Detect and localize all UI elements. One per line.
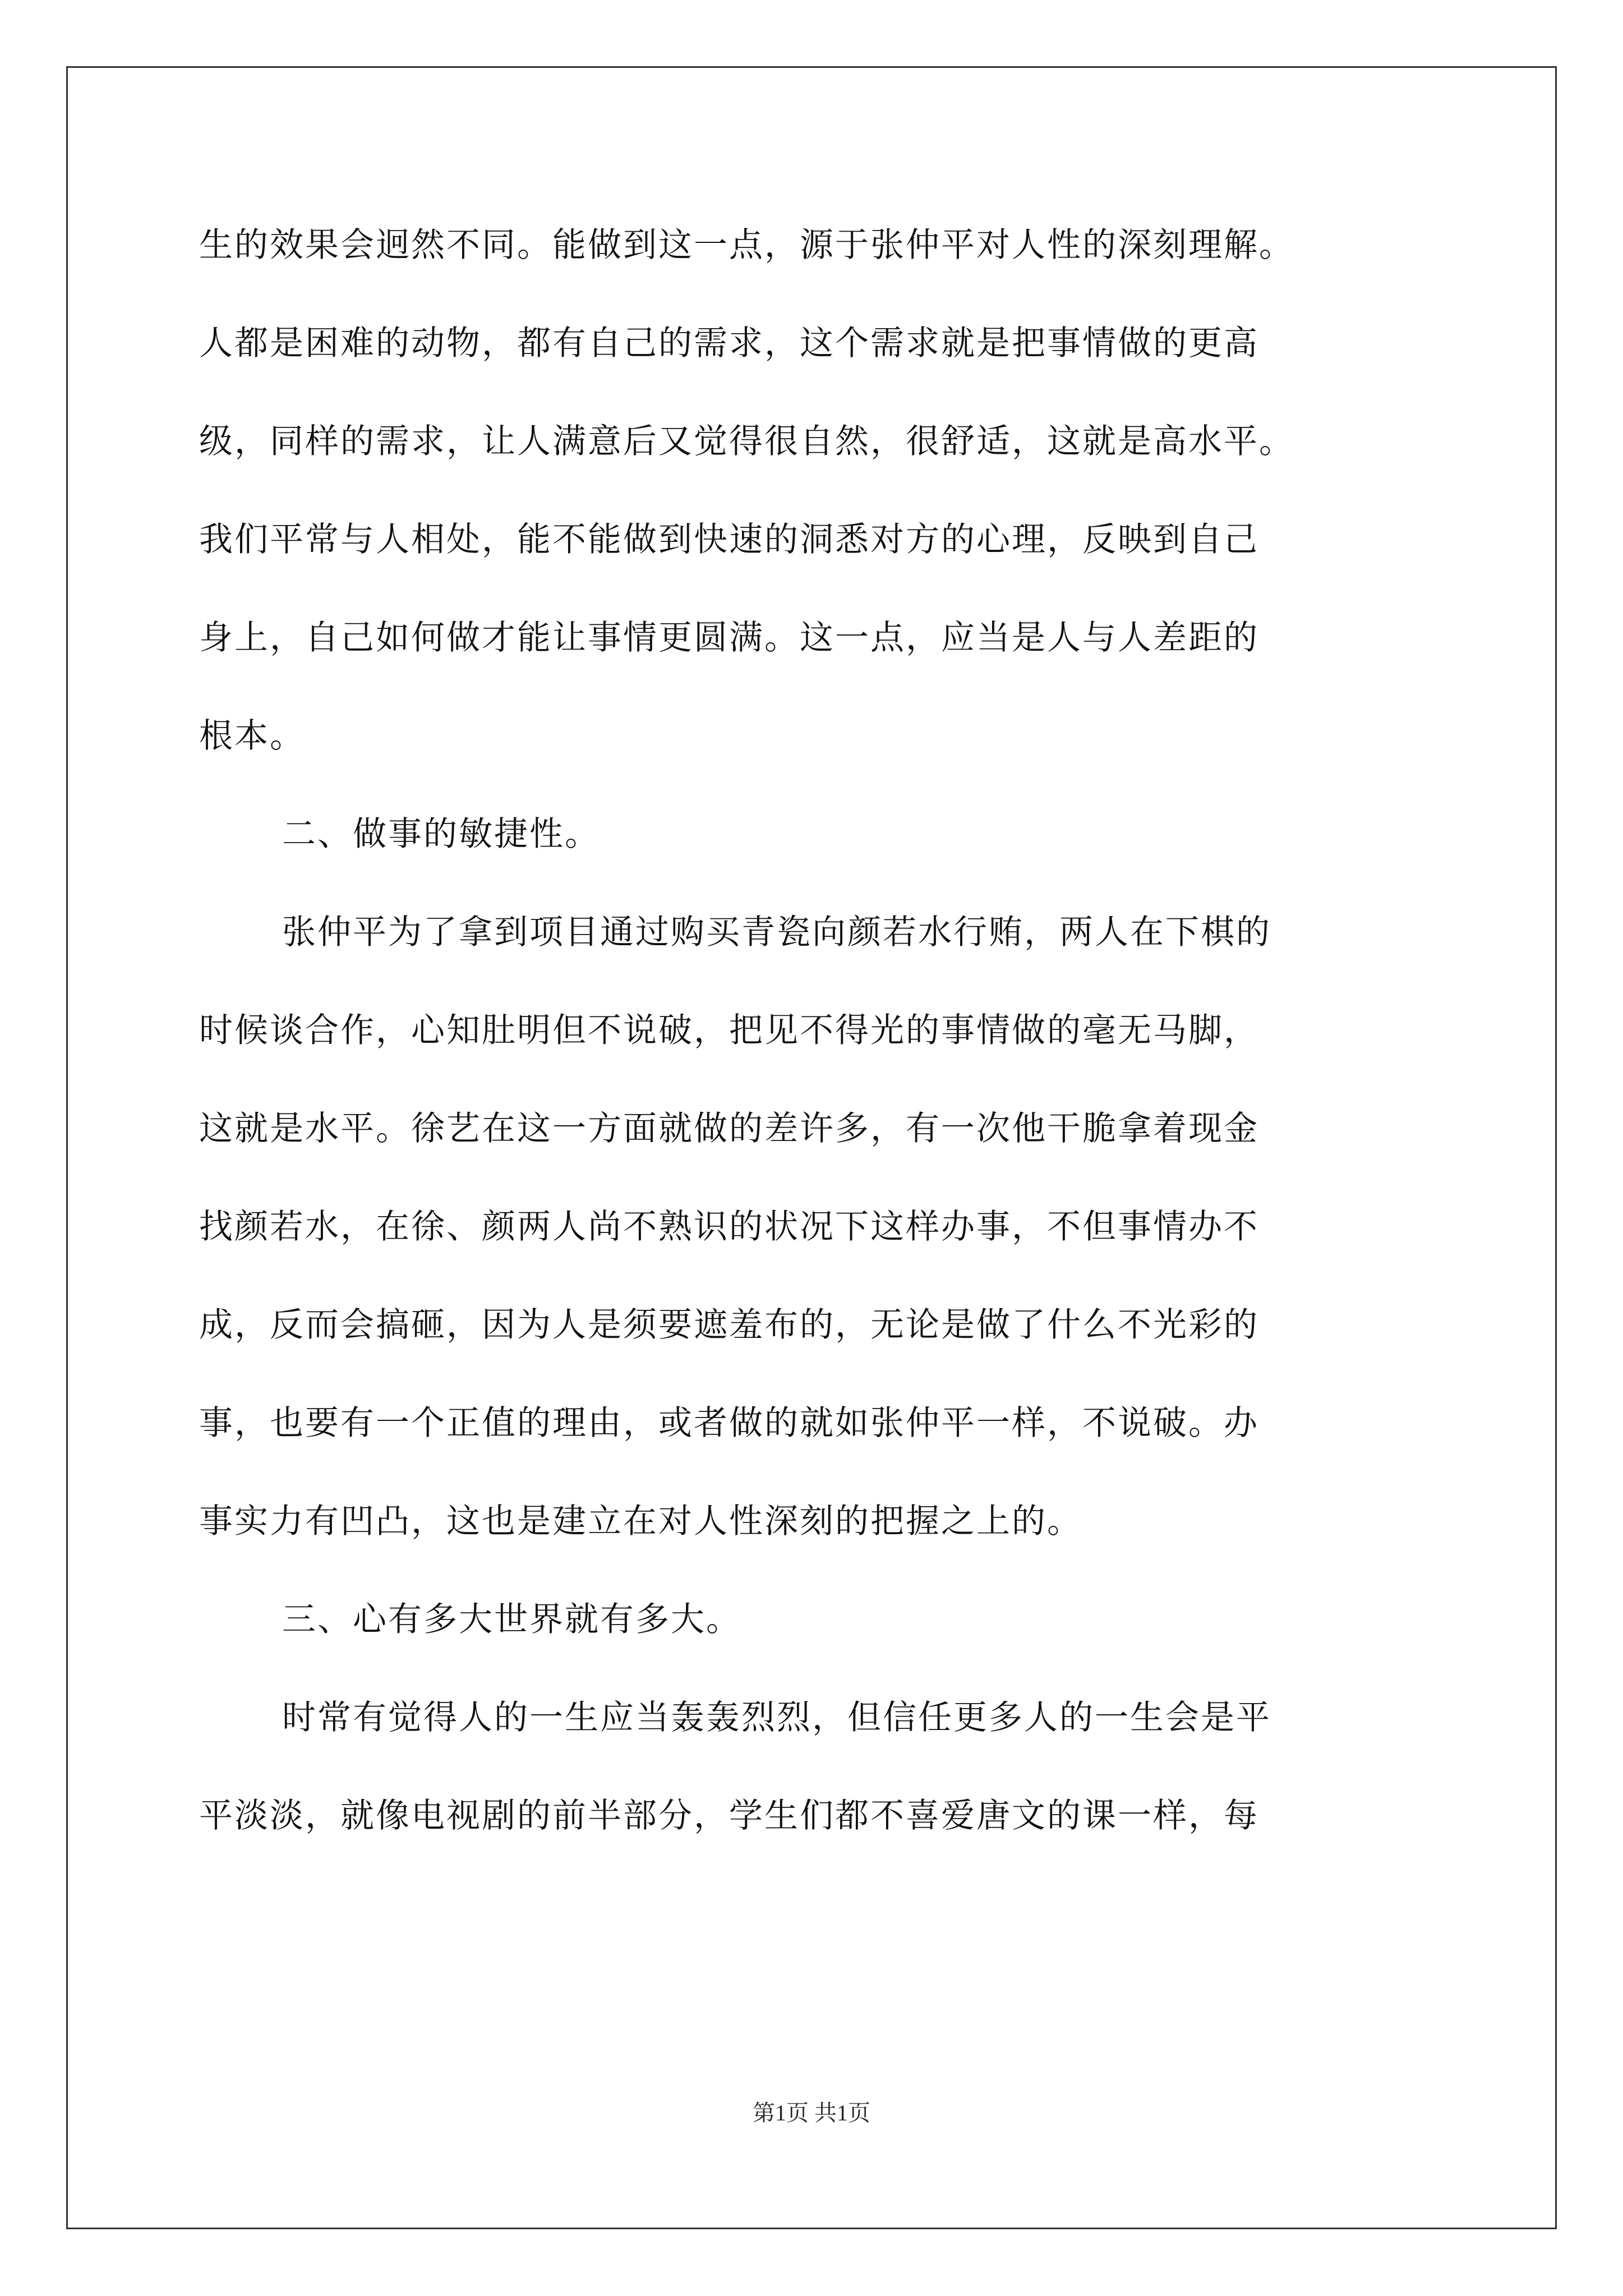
- text-line: 生的效果会迥然不同。能做到这一点，源于张仲平对人性的深刻理解。: [199, 226, 1294, 265]
- paragraph-start-line: 时常有觉得人的一生应当轰轰烈烈，但信任更多人的一生会是平: [282, 1698, 1271, 1737]
- text-line: 我们平常与人相处，能不能做到快速的洞悉对方的心理，反映到自己: [199, 520, 1259, 559]
- text-line: 这就是水平。徐艺在这一方面就做的差许多，有一次他干脆拿着现金: [199, 1109, 1259, 1148]
- text-line: 找颜若水，在徐、颜两人尚不熟识的状况下这样办事，不但事情办不: [199, 1207, 1259, 1246]
- document-body: [199, 196, 1433, 1865]
- text-line: 时候谈合作，心知肚明但不说破，把见不得光的事情做的毫无马脚，: [199, 1011, 1259, 1050]
- text-line: 人都是困难的动物，都有自己的需求，这个需求就是把事情做的更高: [199, 324, 1259, 363]
- section-heading: 三、心有多大世界就有多大。: [282, 1600, 741, 1639]
- text-line: 身上，自己如何做才能让事情更圆满。这一点，应当是人与人差距的: [199, 618, 1259, 657]
- paragraph-start-line: 张仲平为了拿到项目通过购买青瓷向颜若水行贿，两人在下棋的: [282, 913, 1271, 952]
- text-line: 事，也要有一个正值的理由，或者做的就如张仲平一样，不说破。办: [199, 1404, 1259, 1443]
- section-heading: 二、做事的敏捷性。: [282, 815, 600, 854]
- text-line: 平淡淡，就像电视剧的前半部分，学生们都不喜爱唐文的课一样，每: [199, 1796, 1259, 1835]
- text-line: 根本。: [199, 716, 305, 756]
- text-line: 级，同样的需求，让人满意后又觉得很自然，很舒适，这就是高水平。: [199, 422, 1294, 461]
- page-number-footer: 第1页 共1页: [753, 2100, 870, 2125]
- text-line: 成，反而会搞砸，因为人是须要遮羞布的，无论是做了什么不光彩的: [199, 1305, 1259, 1345]
- text-line: 事实力有凹凸，这也是建立在对人性深刻的把握之上的。: [199, 1502, 1082, 1541]
